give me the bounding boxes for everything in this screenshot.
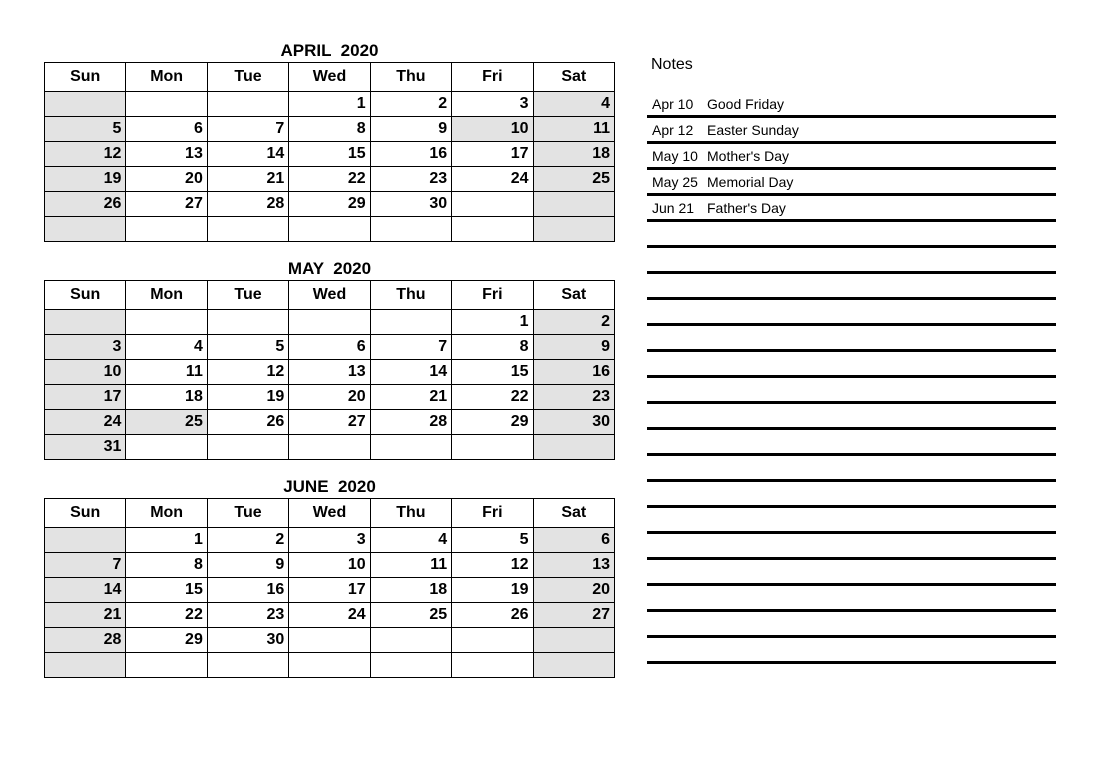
day-cell: 16 [207, 578, 288, 603]
weekday-header: Wed [289, 63, 370, 92]
day-cell: 6 [126, 117, 207, 142]
day-cell: 27 [126, 192, 207, 217]
note-blank-line [647, 274, 1056, 300]
day-cell [126, 217, 207, 242]
day-cell: 16 [370, 142, 451, 167]
calendar-grid [44, 62, 615, 242]
day-cell: 19 [452, 578, 533, 603]
day-cell: 7 [207, 117, 288, 142]
day-cell: 2 [207, 528, 288, 553]
notes-list [647, 92, 1056, 664]
week-row [45, 117, 615, 142]
day-cell: 15 [452, 360, 533, 385]
weekday-header: Mon [126, 499, 207, 528]
day-cell: 15 [289, 142, 370, 167]
week-row [45, 410, 615, 435]
day-cell: 29 [289, 192, 370, 217]
day-cell: 2 [370, 92, 451, 117]
day-cell: 23 [370, 167, 451, 192]
day-cell [207, 435, 288, 460]
day-cell: 13 [126, 142, 207, 167]
day-cell: 25 [126, 410, 207, 435]
day-cell [289, 310, 370, 335]
note-blank-line [647, 456, 1056, 482]
day-cell [45, 653, 126, 678]
week-row [45, 553, 615, 578]
note-blank-line [647, 508, 1056, 534]
note-entry [647, 118, 1056, 144]
note-entry [647, 196, 1056, 222]
day-cell: 30 [207, 628, 288, 653]
day-cell [289, 653, 370, 678]
week-row [45, 142, 615, 167]
weekday-header: Mon [126, 281, 207, 310]
day-cell [370, 217, 451, 242]
day-cell: 2 [533, 310, 614, 335]
note-blank-line [647, 430, 1056, 456]
day-cell: 3 [452, 92, 533, 117]
month-title: MAY 2020 [287, 259, 372, 278]
weekday-header: Thu [370, 499, 451, 528]
day-cell: 7 [45, 553, 126, 578]
day-cell: 17 [289, 578, 370, 603]
note-blank-line [647, 482, 1056, 508]
week-row [45, 603, 615, 628]
day-cell [452, 217, 533, 242]
notes-title: Notes [651, 56, 693, 73]
day-cell [370, 653, 451, 678]
day-cell [452, 653, 533, 678]
day-cell: 6 [289, 335, 370, 360]
note-blank-line [647, 222, 1056, 248]
week-row [45, 310, 615, 335]
weekday-header: Mon [126, 63, 207, 92]
day-cell: 5 [207, 335, 288, 360]
day-cell [452, 628, 533, 653]
day-cell: 20 [126, 167, 207, 192]
week-row [45, 578, 615, 603]
note-blank-line [647, 352, 1056, 378]
day-cell [452, 192, 533, 217]
day-cell: 5 [45, 117, 126, 142]
day-cell: 1 [289, 92, 370, 117]
weekday-header: Thu [370, 63, 451, 92]
day-cell: 20 [533, 578, 614, 603]
note-entry [647, 144, 1056, 170]
day-cell [289, 628, 370, 653]
day-cell: 25 [370, 603, 451, 628]
day-cell: 19 [207, 385, 288, 410]
note-text: Good Friday [707, 96, 785, 112]
day-cell: 30 [533, 410, 614, 435]
calendar-grid [44, 280, 615, 460]
day-cell: 22 [289, 167, 370, 192]
day-cell: 8 [289, 117, 370, 142]
day-cell: 14 [370, 360, 451, 385]
day-cell [126, 653, 207, 678]
day-cell [126, 310, 207, 335]
day-cell [370, 435, 451, 460]
day-cell [533, 653, 614, 678]
day-cell: 14 [45, 578, 126, 603]
day-cell: 4 [126, 335, 207, 360]
day-cell [126, 435, 207, 460]
day-cell: 19 [45, 167, 126, 192]
day-cell: 22 [452, 385, 533, 410]
weekday-header: Wed [289, 281, 370, 310]
day-cell: 23 [207, 603, 288, 628]
day-cell [370, 628, 451, 653]
day-cell: 26 [45, 192, 126, 217]
week-row [45, 360, 615, 385]
weekday-header: Tue [207, 281, 288, 310]
day-cell: 10 [45, 360, 126, 385]
day-cell: 9 [533, 335, 614, 360]
day-cell [289, 435, 370, 460]
weekday-header: Wed [289, 499, 370, 528]
day-cell: 30 [370, 192, 451, 217]
note-date: Jun 21 [652, 200, 695, 216]
day-cell [533, 435, 614, 460]
note-blank-line [647, 378, 1056, 404]
day-cell: 1 [452, 310, 533, 335]
day-cell: 29 [126, 628, 207, 653]
day-cell: 28 [45, 628, 126, 653]
note-blank-line [647, 300, 1056, 326]
note-entry [647, 92, 1056, 118]
day-cell: 8 [452, 335, 533, 360]
day-cell: 31 [45, 435, 126, 460]
day-cell: 11 [126, 360, 207, 385]
day-cell: 21 [45, 603, 126, 628]
day-cell: 9 [207, 553, 288, 578]
day-cell: 22 [126, 603, 207, 628]
day-cell: 21 [370, 385, 451, 410]
weekday-header: Fri [452, 499, 533, 528]
day-cell: 9 [370, 117, 451, 142]
day-cell: 7 [370, 335, 451, 360]
day-cell: 10 [289, 553, 370, 578]
weekday-header: Thu [370, 281, 451, 310]
note-blank-line [647, 612, 1056, 638]
day-cell: 20 [289, 385, 370, 410]
note-blank-line [647, 404, 1056, 430]
day-cell: 11 [370, 553, 451, 578]
weekday-header: Sun [45, 281, 126, 310]
note-text: Father's Day [707, 200, 786, 216]
day-cell: 12 [207, 360, 288, 385]
day-cell: 27 [289, 410, 370, 435]
month-title: JUNE 2020 [283, 477, 376, 496]
week-row [45, 435, 615, 460]
day-cell [45, 310, 126, 335]
note-text: Easter Sunday [707, 122, 799, 138]
week-row [45, 92, 615, 117]
note-date: May 25 [652, 174, 698, 190]
day-cell [45, 528, 126, 553]
day-cell: 14 [207, 142, 288, 167]
note-date: Apr 10 [652, 96, 694, 112]
day-cell [207, 310, 288, 335]
note-text: Mother's Day [707, 148, 790, 164]
week-row [45, 528, 615, 553]
day-cell: 29 [452, 410, 533, 435]
day-cell: 15 [126, 578, 207, 603]
day-cell: 11 [533, 117, 614, 142]
day-cell: 12 [45, 142, 126, 167]
note-entry [647, 170, 1056, 196]
week-row [45, 192, 615, 217]
week-row [45, 653, 615, 678]
weekday-header: Sun [45, 63, 126, 92]
day-cell: 1 [126, 528, 207, 553]
day-cell: 18 [126, 385, 207, 410]
day-cell [207, 653, 288, 678]
day-cell: 23 [533, 385, 614, 410]
weekday-header: Sat [533, 63, 614, 92]
weekday-header: Fri [452, 281, 533, 310]
day-cell [207, 92, 288, 117]
day-cell [45, 92, 126, 117]
note-date: Apr 12 [652, 122, 694, 138]
day-cell: 16 [533, 360, 614, 385]
note-blank-line [647, 586, 1056, 612]
day-cell [126, 92, 207, 117]
weekday-header: Fri [452, 63, 533, 92]
note-date: May 10 [652, 148, 698, 164]
day-cell [370, 310, 451, 335]
day-cell: 4 [533, 92, 614, 117]
day-cell: 26 [452, 603, 533, 628]
day-cell: 25 [533, 167, 614, 192]
note-blank-line [647, 638, 1056, 664]
day-cell: 3 [289, 528, 370, 553]
day-cell [533, 192, 614, 217]
weekday-header: Sun [45, 499, 126, 528]
day-cell [45, 217, 126, 242]
day-cell: 10 [452, 117, 533, 142]
week-row [45, 385, 615, 410]
day-cell [289, 217, 370, 242]
day-cell: 21 [207, 167, 288, 192]
weekday-header: Sat [533, 281, 614, 310]
day-cell: 28 [370, 410, 451, 435]
week-row [45, 167, 615, 192]
note-blank-line [647, 326, 1056, 352]
day-cell: 28 [207, 192, 288, 217]
day-cell: 4 [370, 528, 451, 553]
day-cell: 13 [533, 553, 614, 578]
day-cell [207, 217, 288, 242]
day-cell: 12 [452, 553, 533, 578]
day-cell: 26 [207, 410, 288, 435]
day-cell: 5 [452, 528, 533, 553]
weekday-header: Tue [207, 63, 288, 92]
month-title: APRIL 2020 [280, 41, 379, 60]
day-cell: 24 [289, 603, 370, 628]
note-text: Memorial Day [707, 174, 794, 190]
weekday-header: Sat [533, 499, 614, 528]
day-cell [533, 217, 614, 242]
day-cell [533, 628, 614, 653]
day-cell: 3 [45, 335, 126, 360]
note-blank-line [647, 534, 1056, 560]
day-cell: 24 [452, 167, 533, 192]
day-cell [452, 435, 533, 460]
weekday-header: Tue [207, 499, 288, 528]
day-cell: 17 [452, 142, 533, 167]
day-cell: 13 [289, 360, 370, 385]
week-row [45, 335, 615, 360]
day-cell: 18 [370, 578, 451, 603]
note-blank-line [647, 248, 1056, 274]
day-cell: 8 [126, 553, 207, 578]
day-cell: 24 [45, 410, 126, 435]
day-cell: 18 [533, 142, 614, 167]
day-cell: 17 [45, 385, 126, 410]
week-row [45, 217, 615, 242]
note-blank-line [647, 560, 1056, 586]
week-row [45, 628, 615, 653]
day-cell: 27 [533, 603, 614, 628]
day-cell: 6 [533, 528, 614, 553]
calendar-grid [44, 498, 615, 678]
